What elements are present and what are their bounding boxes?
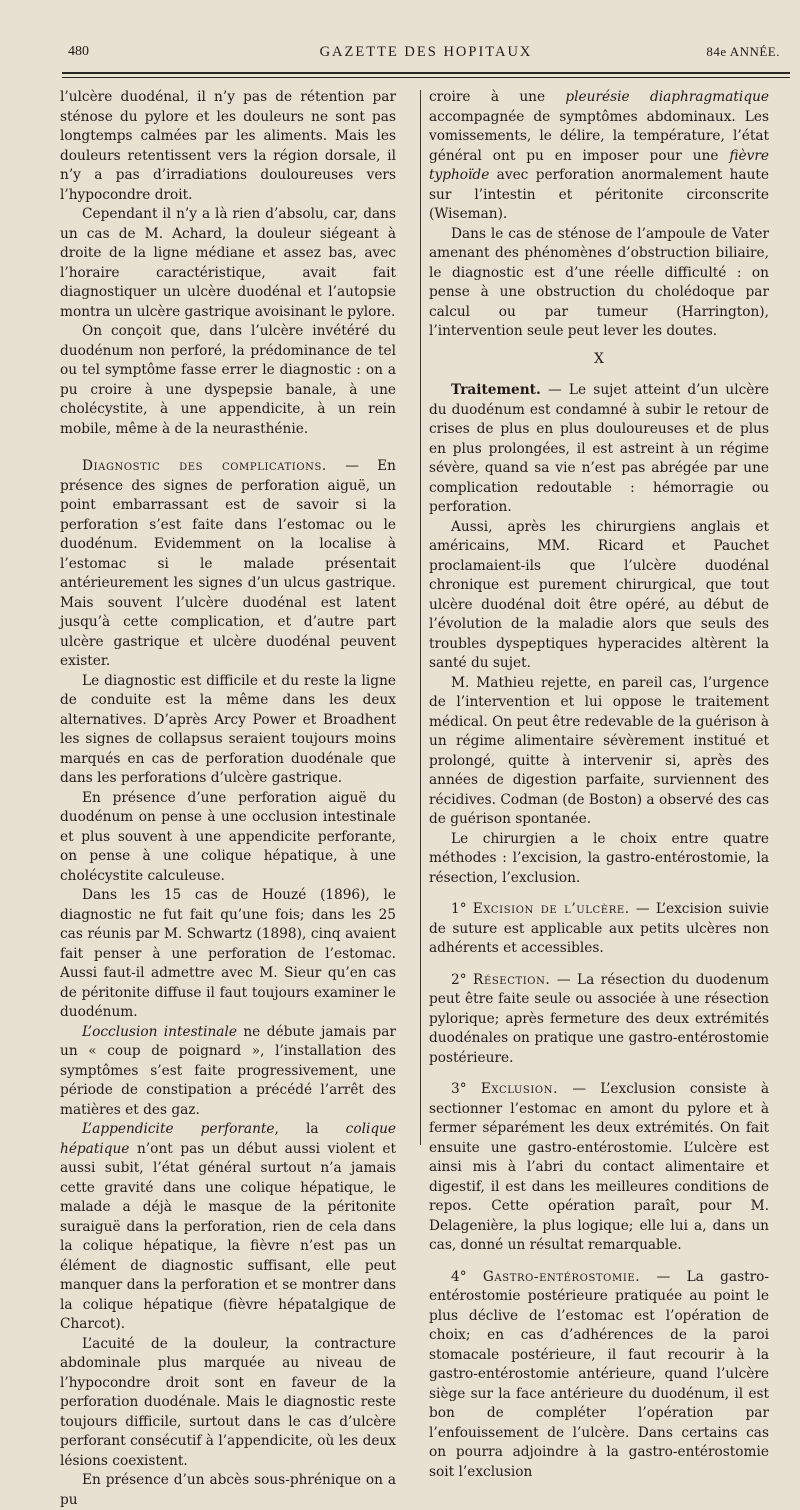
paragraph [429,88,769,225]
section-paragraph [429,381,769,518]
paragraph: On conçoit que, dans l’ulcère invétéré du duodénum non perforé, la prédominance de tel ou tel symptôme fasse errer le diagnostic : on a pu croire à une dyspepsie banale, à une cholécystite, à une appendicite, à un rein mobile, même à de la neurasthénie. [60,323,396,437]
paragraph: Dans le cas de sténose de l’ampoule de Vater amenant des phénomènes d’obstruction biliaire, le diagnostic est d’une réelle difficulté : on pense à une obstruction du cholédoque par calcul ou par tumeur (Harrington), l’intervention seule peut lever les doutes. [429,225,769,339]
page-header [62,44,790,66]
paragraph-text: — La résection du duodenum peut être faite seule ou associée à une résection pylorique; après fermeture des deux extrémités duodénales on pratique une gastro-entérostomie postérieure. [429,971,769,1066]
section-heading: Diagnostic des complications. [82,458,327,474]
left-column [60,88,396,1510]
paragraph: En présence d’un abcès sous-phrénique on a pu [60,1472,396,1508]
list-number: 3° [451,1081,481,1097]
paragraph [60,1023,396,1121]
section-heading: Traitement. [451,382,541,398]
right-column [429,88,769,1482]
method-heading: Exclusion. [480,1081,559,1097]
paragraph: Aussi, après les chirurgiens anglais et américains, MM. Ricard et Pauchet proclamaient-ils que l’ulcère duodénal chronique est purement chirurgical, que tout ulcère duodénal doit être opéré, au début de l’évolution de la maladie alors que seuls des troubles dyspeptiques hyperacides altèrent la santé du sujet. [429,518,769,671]
list-number: 4° [451,1268,483,1285]
paragraph: En présence d’une perforation aiguë du duodénum on pense à une occlusion intestinale et plus souvent à une appendicite perforante, on pense à une colique hépatique, à une cholécystite calculeuse. [60,789,396,884]
paragraph-text: — L’exclusion consiste à sectionner l’estomac en amont du pylore et à fermer séparément les deux extrémités. On fait ensuite une gastro-entérostomie. L’ulcère est ainsi mis à l’abri du contact alimentaire et digestif, il est dans les meilleures conditions de repos. Cette opération paraît, pour M. Delagenière, la plus logique; elle lui a, dans un cas, donné un résultat remarquable. [429,1081,770,1253]
header-rule-thin [62,77,790,78]
paragraph: Dans les 15 cas de Houzé (1896), le diagnostic ne fut fait qu’une fois; dans les 25 cas réunis par M. Schwartz (1898), cinq avaient fait penser à une perforation de l’estomac. Aussi faut-il admettre avec M. Sieur qu’en cas de péritonite diffuse il faut toujours examiner le duodénum. [60,887,396,1020]
paragraph-text: croire à une [429,89,566,105]
list-number: 2° [451,971,474,988]
emphasis: colique hépatique [60,1121,396,1157]
paragraph: Le diagnostic est difficile et du reste la ligne de conduite est la même dans les deux alternatives. D’après Arcy Power et Broadhent les signes de collapsus seraient toujours moins marqués en cas de perforation duodénale que dans les perforations d’ulcère gastrique. [60,672,396,786]
volume-year: 84e ANNÉE. [706,44,780,59]
paragraph-text: ne débute jamais par un « coup de poignard », l’installation des symptômes s’est faite progressivement, une période de constipation a précédé l’arrêt des matières et des gaz. [60,1023,396,1118]
method-paragraph [429,1080,769,1256]
section-paragraph [60,457,396,672]
method-paragraph [429,971,769,1069]
paragraph [60,1120,396,1335]
paragraph-text: accompagnée de symptômes abdominaux. Les vomissements, le délire, la température, l’état général ont pu en imposer pour une [429,108,769,164]
page-number: 480 [68,44,89,59]
journal-title: GAZETTE DES HOPITAUX [319,44,533,60]
method-paragraph [429,1268,769,1483]
emphasis: L’appendicite perforante [82,1121,275,1137]
paragraph-text: — En présence des signes de perforation aiguë, un point embarrassant est de savoir si la perforation s’est faite dans l’estomac ou le duodénum. Evidemment on la localise à l’estomac si le malade présentait antérieurement les signes d’un ulcus gastrique. Mais souvent l’ulcère duodénal est latent jusqu’à cette complication, et d’autre part ulcère gastrique et ulcère duodénal peuvent exister. [60,458,396,669]
method-heading: Excision de l’ulcère. [472,901,630,917]
header-rule-thick [62,72,790,74]
paragraph-text: — L’excision suivie de suture est applicable aux petits ulcères non adhérents et accessibles. [429,901,769,956]
paragraph: M. Mathieu rejette, en pareil cas, l’urgence de l’intervention et lui oppose le traitement médical. On peut être redevable de la guérison à un régime alimentaire sévèrement institué et prolongé, quitte à intervenir si, après des années de digestion parfaite, surviennent des récidives. Codman (de Boston) a observé des cas de guérison spontanée. [429,674,769,827]
paragraph-text: — Le sujet atteint d’un ulcère du duodénum est condamné à subir le retour de crises de plus en plus douloureuses et de plus en plus prolongées, il est astreint à un régime sévère, quand sa vie n’est pas abrégée par une complication redoutable : hémorragie ou perforation. [429,382,769,515]
paragraph: Le chirurgien a le choix entre quatre méthodes : l’excision, la gastro-entérostomie, la résection, l’exclusion. [429,830,769,886]
paragraph-text: — La gastro-entérostomie postérieure pratiquée au point le plus déclive de l’estomac est l’opération de choix; en cas d’adhérences de la paroi stomacale postérieure, il faut recourir à la gastro-entérostomie antérieure, quand l’ulcère siège sur la face antérieure du duodénum, il est bon de compléter l’opération par l’enfouissement de l’ulcère. Dans certains cas on pourra adjoindre à la gastro-entérostomie soit l’exclusion [429,1268,769,1480]
method-paragraph [429,900,769,959]
method-heading: Gastro-entérostomie. [482,1268,641,1285]
paragraph-text: n’ont pas un début aussi violent et aussi subit, l’état général surtout n’a jamais cette gravité dans une colique hépatique, le malade a déjà le masque de la péritonite suraiguë dans la perforation, rien de cela dans la colique hépatique, la fièvre n’est pas un élément de diagnostic suffisant, elle peut manquer dans la perforation et se montrer dans la colique hépatique (fièvre hépatalgique de Charcot). [60,1140,396,1332]
emphasis: fièvre typhoïde [429,147,769,183]
method-heading: Résection. [473,971,551,988]
paragraph: l’ulcère duodénal, il n’y pas de rétention par sténose du pylore et les douleurs ne sont pas longtemps calmées par les aliments. Mais les douleurs retentissent vers la région dorsale, il n’y a pas d’irradiations douloureuses vers l’hypocondre droit. [60,89,396,203]
list-number: 1° [451,901,473,917]
emphasis: pleurésie diaphragmatique [565,89,769,105]
paragraph-text: , la [274,1121,346,1137]
paragraph: Cependant il n’y a là rien d’absolu, car, dans un cas de M. Achard, la douleur siégeant à droite de la ligne médiane et assez bas, avec l’horaire caractéristique, avait fait diagnostiquer un ulcère duodénal et l’autopsie montra un ulcère gastrique avoisinant le pylore. [60,206,396,320]
paragraph: L’acuité de la douleur, la contracture abdominale plus marquée au niveau de l’hypocondre droit sont en faveur de la perforation duodénale. Mais le diagnostic reste toujours difficile, surtout dans le cas d’ulcère perforant consécutif à l’appendicite, où les deux lésions coexistent. [60,1335,396,1469]
section-number: X [594,350,604,367]
emphasis: L’occlusion intestinale [82,1023,237,1040]
column-divider [420,90,421,1145]
paragraph-text: avec perforation anormalement haute sur l’intestin et péritonite circonscrite (Wiseman). [429,167,769,222]
